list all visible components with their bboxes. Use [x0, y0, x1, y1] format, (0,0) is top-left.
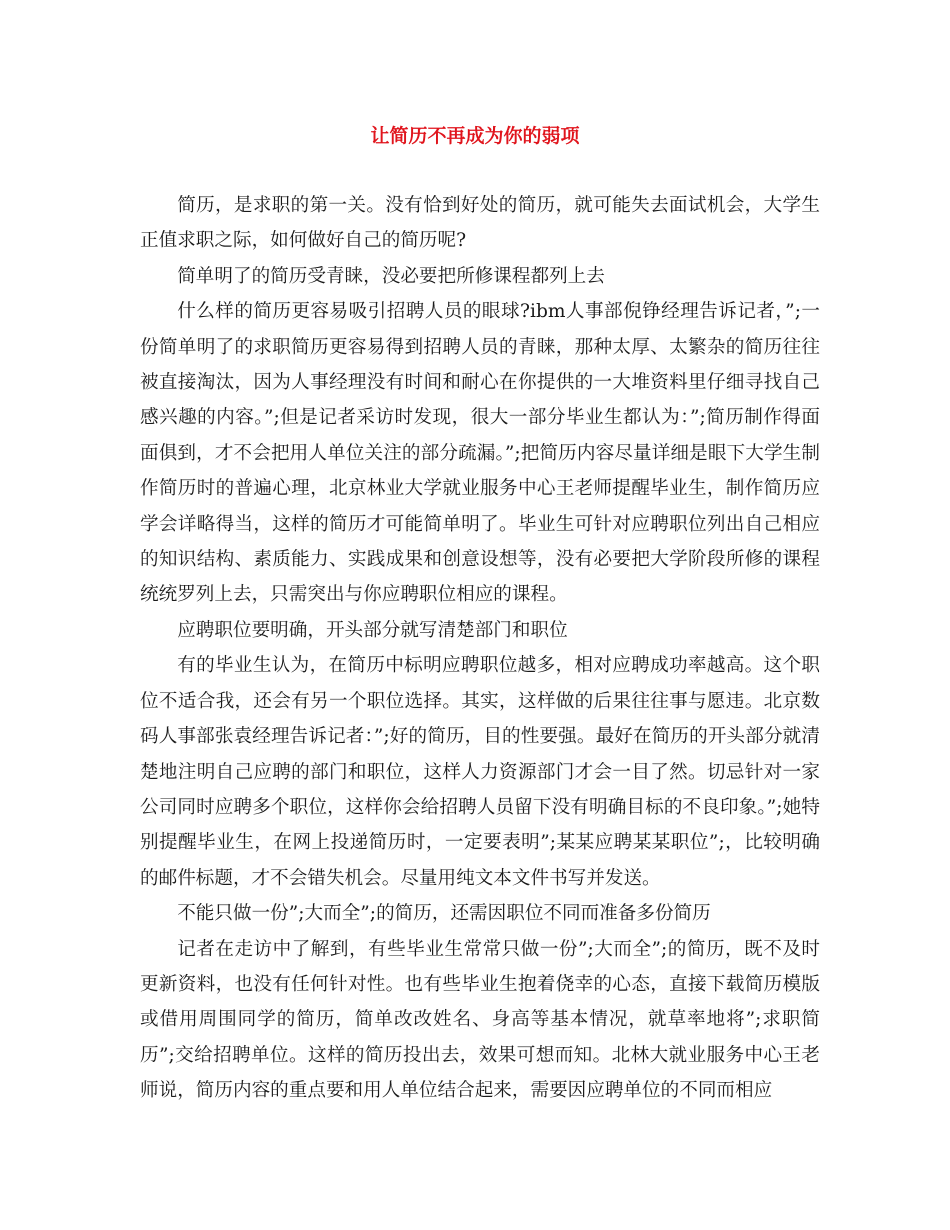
paragraph-multiple: 记者在走访中了解到，有些毕业生常常只做一份”;大而全”;的简历，既不及时更新资料，也没有任何针对性。也有些毕业生抱着侥幸的心态，直接下载简历模版或借用周围同学的简历，简单改改姓名、身高等基本情况，就草率地将”;求职简历”;交给招聘单位。这样的简历投出去，效果可想而知。北林大就业服务中心王老师说，简历内容的重点要和用人单位结合起来，需要因应聘单位的不同而相应 [140, 938, 820, 1102]
section-heading-position: 应聘职位要明确，开头部分就写清楚部门和职位 [177, 619, 568, 641]
paragraph-intro: 简历，是求职的第一关。没有恰到好处的简历，就可能失去面试机会，大学生正值求职之际，如何做好自己的简历呢? [140, 195, 820, 252]
section-heading-multiple: 不能只做一份”;大而全”;的简历，还需因职位不同而准备多份简历 [177, 903, 711, 925]
document-body [140, 188, 820, 1109]
paragraph-position: 有的毕业生认为，在简历中标明应聘职位越多，相对应聘成功率越高。这个职位不适合我，还会有另一个职位选择。其实，这样做的后果往往事与愿违。北京数码人事部张袁经理告诉记者：”;好的简历，目的性要强。最好在简历的开头部分就清楚地注明自己应聘的部门和职位，这样人力资源部门才会一目了然。切忌针对一家公司同时应聘多个职位，这样你会给招聘人员留下没有明确目标的不良印象。”;她特别提醒毕业生，在网上投递简历时，一定要表明”;某某应聘某某职位”;，比较明确的邮件标题，才不会错失机会。尽量用纯文本文件书写并发送。 [140, 655, 820, 889]
document-title: 让简历不再成为你的弱项 [370, 125, 580, 147]
section-heading-concise: 简单明了的简历受青睐，没必要把所修课程都列上去 [177, 265, 605, 287]
paragraph-concise: 什么样的简历更容易吸引招聘人员的眼球?ibm人事部倪铮经理告诉记者，”;一份简单明了的求职简历更容易得到招聘人员的青睐，那种太厚、太繁杂的简历往往被直接淘汰，因为人事经理没有时间和耐心在你提供的一大堆资料里仔细寻找自己感兴趣的内容。”;但是记者采访时发现，很大一部分毕业生都认为：”;简历制作得面面俱到，才不会把用人单位关注的部分疏漏。”;把简历内容尽量详细是眼下大学生制作简历时的普遍心理，北京林业大学就业服务中心王老师提醒毕业生，制作简历应学会详略得当，这样的简历才可能简单明了。毕业生可针对应聘职位列出自己相应的知识结构、素质能力、实践成果和创意设想等，没有必要把大学阶段所修的课程统统罗列上去，只需突出与你应聘职位相应的课程。 [140, 301, 820, 606]
